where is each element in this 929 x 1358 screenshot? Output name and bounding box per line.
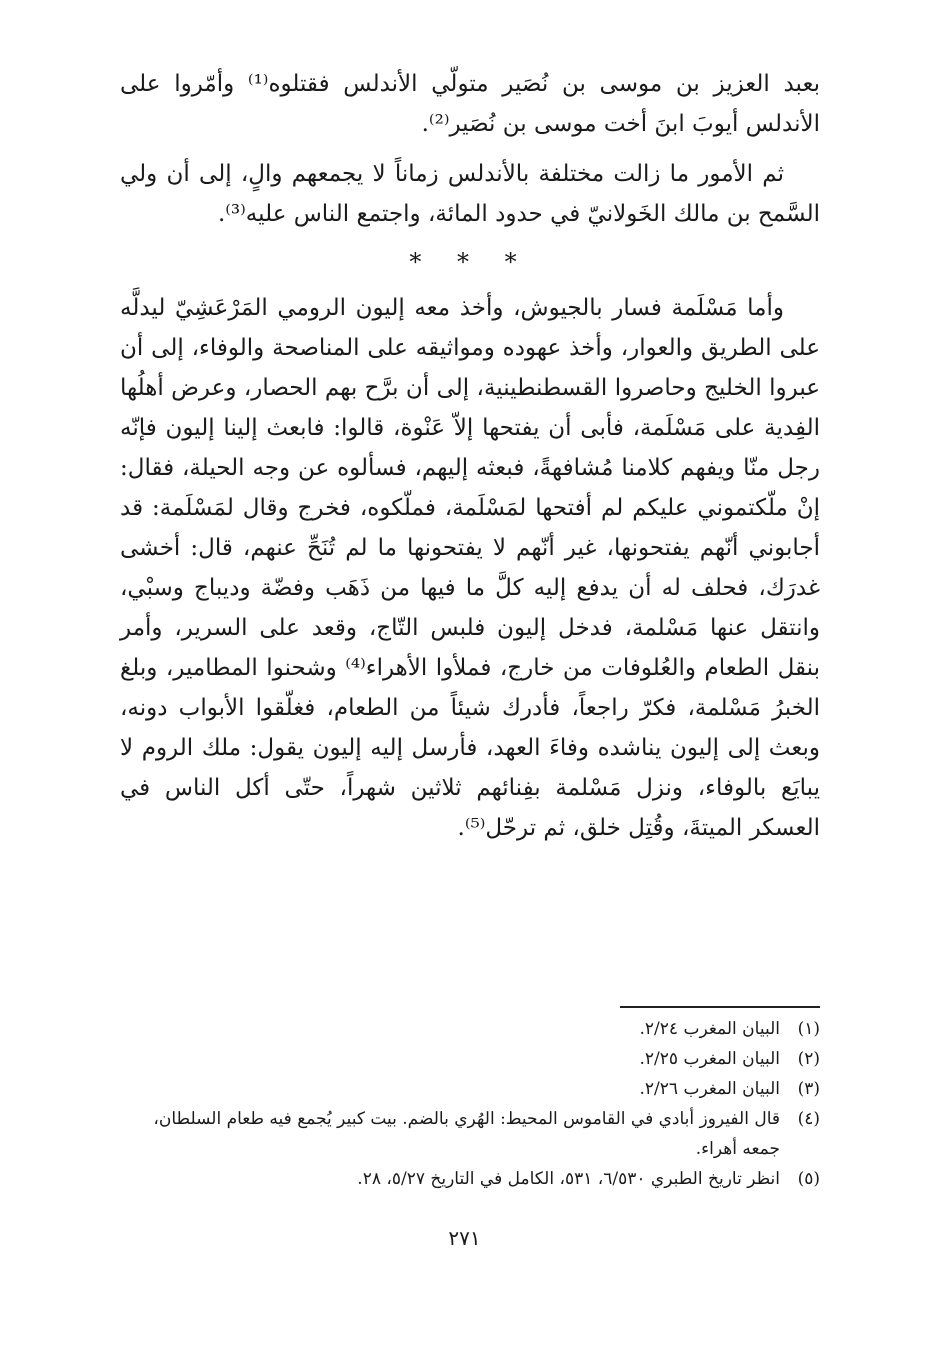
footnote-rule — [620, 1006, 820, 1008]
footnote-text: البيان المغرب ٢/٢٦. — [639, 1079, 780, 1099]
footnotes — [120, 1014, 820, 1194]
footnote-number: (٢) — [797, 1049, 820, 1069]
footnote-number: (٥) — [797, 1169, 820, 1189]
footnote-2 — [120, 1044, 820, 1074]
main-text — [120, 64, 820, 858]
footnote-3 — [120, 1074, 820, 1104]
footnote-text: البيان المغرب ٢/٢٥. — [639, 1049, 780, 1069]
footnote-text: انظر تاريخ الطبري ٦/٥٣٠، ٥٣١، الكامل في التاريخ ٥/٢٧، ٢٨. — [357, 1169, 780, 1189]
footnote-4 — [120, 1104, 820, 1164]
section-separator: * * * — [409, 248, 531, 276]
footnote-number: (١) — [797, 1019, 820, 1039]
footnote-text: قال الفيروز أبادي في القاموس المحيط: الهُري بالضم. بيت كبير يُجمع فيه طعام السلطان، جمعه أهراء. — [153, 1109, 780, 1159]
footnote-text: البيان المغرب ٢/٢٤. — [639, 1019, 780, 1039]
footnote-number: (٤) — [797, 1109, 820, 1129]
paragraph-3: وأما مَسْلَمة فسار بالجيوش، وأخذ معه إليون الرومي المَرْعَشِيّ ليدلَّه على الطريق والعوار، وأخذ عهوده ومواثيقه على المناصحة والوفاء، إلى أن عبروا الخليج وحاصروا القسطنطينية، إلى أن برَّح بهم الحصار، وعرض أهلُها الفِدية على مَسْلَمة، فأبى أن يفتحها إلاّ عَنْوة، قالوا: فابعث إلينا إليون فإنّه رجل منّا ويفهم كلامنا مُشافهةً، فبعثه إليهم، فسألوه عن وجه الحيلة، فقال: إنْ ملّكتموني عليكم لم أفتحها لمَسْلَمة، فملّكوه، فخرج وقال لمَسْلَمة: قد أجابوني أنّهم يفتحونها، غير أنّهم لا يفتحونها ما لم تُنَحِّ عنهم، قال: أخشى غدرَك، فحلف له أن يدفع إليه كلَّ ما فيها من ذَهَب وفضّة وديباج وسبْي، وانتقل عنها مَسْلمة، فدخل إليون فلبس التّاج، وقعد على السرير، وأمر بنقل الطعام والعُلوفات من خارج، فملأوا الأهراء⁽⁴⁾ وشحنوا المطامير، وبلغ الخبرُ مَسْلمة، فكرّ راجعاً، فأدرك شيئاً من الطعام، فغلّقوا الأبواب دونه، وبعث إلى إليون يناشده وفاءَ العهد، فأرسل إليه إليون يقول: ملك الروم لا يبايَع بالوفاء، ونزل مَسْلمة بفِنائهم ثلاثين شهراً، حتّى أكل الناس في العسكر الميتةَ، وقُتِل خلق، ثم ترحّل⁽⁵⁾. — [120, 295, 821, 841]
paragraph-2: ثم الأمور ما زالت مختلفة بالأندلس زماناً لا يجمعهم والٍ، إلى أن ولي السَّمح بن مالك الخَولانيّ في حدود المائة، واجتمع الناس عليه⁽³⁾. — [120, 161, 820, 227]
footnote-5 — [120, 1164, 820, 1194]
page-number: ٢٧١ — [448, 1226, 481, 1250]
paragraph-1: بعبد العزيز بن موسى بن نُصَير متولّي الأندلس فقتلوه⁽¹⁾ وأمّروا على الأندلس أيوبَ ابنَ أخت موسى بن نُصَير⁽²⁾. — [120, 71, 820, 137]
footnote-number: (٣) — [797, 1079, 820, 1099]
footnote-1 — [120, 1014, 820, 1044]
